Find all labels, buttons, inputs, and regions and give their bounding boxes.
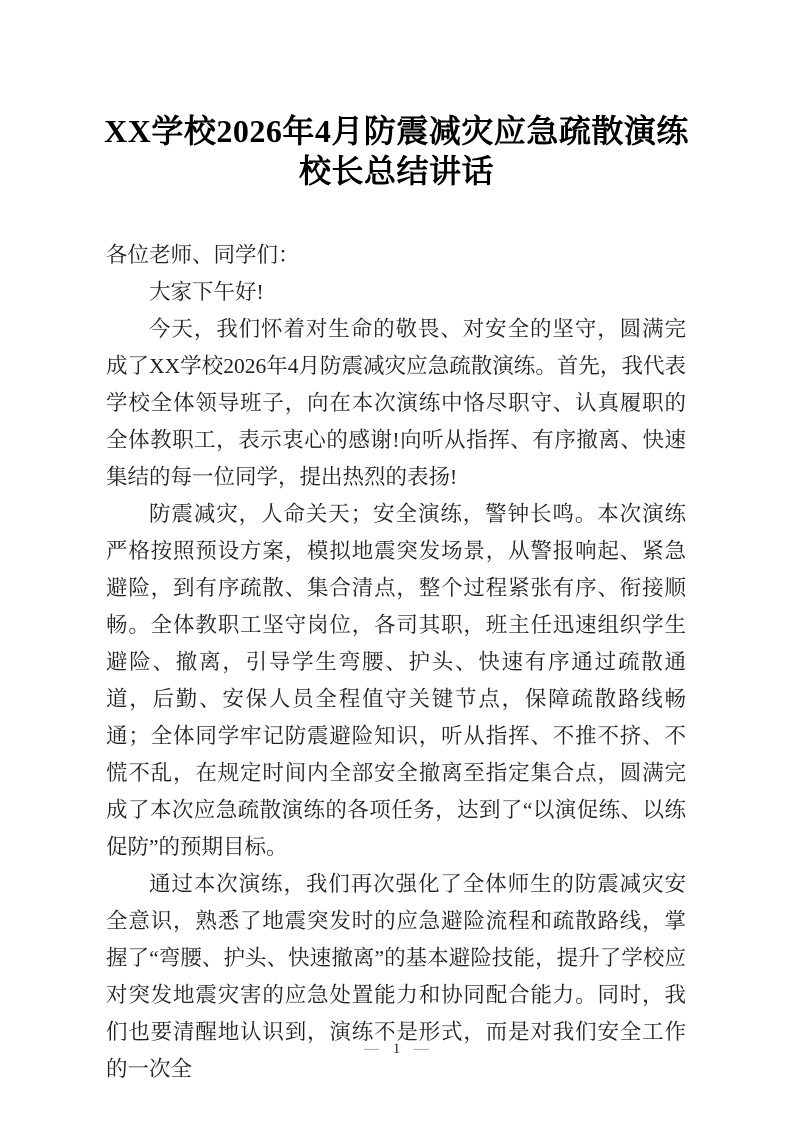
paragraph-thanks: 今天，我们怀着对生命的敬畏、对安全的坚守，圆满完成了XX学校2026年4月防震减灾应急疏散演练。首先，我代表学校全体领导班子，向在本次演练中恪尽职守、认真履职的全体教职工，表示衷心的感谢!向听从指挥、有序撤离、快速集结的每一位同学，提出热烈的表扬!	[106, 317, 686, 489]
document-title	[0, 111, 793, 191]
paragraph-opening: 大家下午好!	[149, 280, 264, 304]
page-footer	[0, 1041, 793, 1058]
footer-dash-right: —	[414, 1041, 429, 1057]
paragraph-greeting: 各位老师、同学们：	[106, 243, 300, 267]
paragraph-achievements: 通过本次演练，我们再次强化了全体师生的防震减灾安全意识，熟悉了地震突发时的应急避险流程和疏散路线，掌握了“弯腰、护头、快速撤离”的基本避险技能，提升了学校应对突发地震灾害的应急处置能力和协同配合能力。同时，我们也要清醒地认识到，演练不是形式，而是对我们安全工作的一次全	[106, 872, 686, 1081]
footer-dash-left: —	[364, 1041, 379, 1057]
page-number: 1	[392, 1041, 401, 1057]
document-body	[106, 237, 686, 1088]
title-line-2: 校长总结讲话	[298, 153, 494, 189]
title-line-1: XX学校2026年4月防震减灾应急疏散演练	[104, 113, 689, 149]
paragraph-drill-review: 防震减灾，人命关天；安全演练，警钟长鸣。本次演练严格按照预设方案，模拟地震突发场景，从警报响起、紧急避险，到有序疏散、集合清点，整个过程紧张有序、衔接顺畅。全体教职工坚守岗位，各司其职，班主任迅速组织学生避险、撤离，引导学生弯腰、护头、快速有序通过疏散通道，后勤、安保人员全程值守关键节点，保障疏散路线畅通；全体同学牢记防震避险知识，听从指挥、不推不挤、不慌不乱，在规定时间内全部安全撤离至指定集合点，圆满完成了本次应急疏散演练的各项任务，达到了“以演促练、以练促防”的预期目标。	[106, 502, 686, 859]
